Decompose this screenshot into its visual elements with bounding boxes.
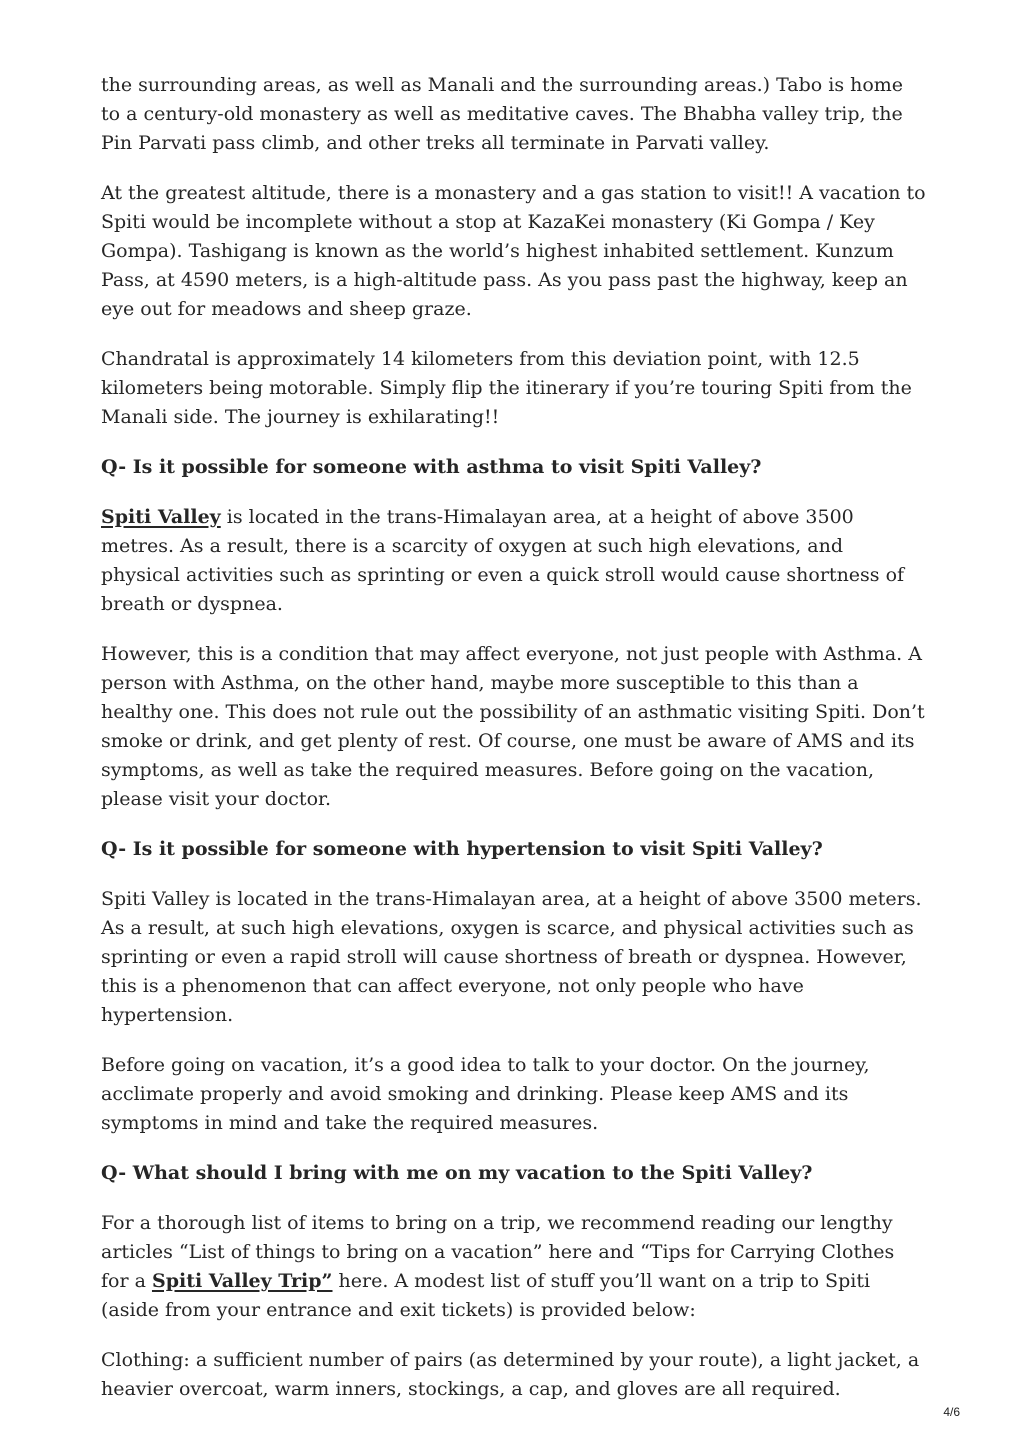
spiti-valley-trip-link[interactable]: Spiti Valley Trip” xyxy=(151,1270,333,1292)
paragraph-asthma-answer xyxy=(101,503,927,619)
article-body xyxy=(101,71,927,1425)
paragraph-altitude: At the greatest altitude, there is a monastery and a gas station to visit!! A vacation to Spiti would be incomplete without a stop at KazaKei monastery (Ki Gompa / Key Gompa). Tashigang is known as the world’s highest inhabited settlement. Kunzum Pass, at 4590 meters, is a high-altitude pass. As you pass past the highway, keep an eye out for meadows and sheep graze. xyxy=(101,182,926,320)
paragraph-packing-text-end: here. A modest list of stuff you’ll want on a trip to Spiti (aside from your entrance and exit tickets) is provided below: xyxy=(101,1270,871,1321)
paragraph-asthma-answer-text: is located in the trans-Himalayan area, at a height of above 3500 metres. As a result, there is a scarcity of oxygen at such high elevations, and physical activities such as sprinting or even a quick stroll would cause shortness of breath or dyspnea. xyxy=(101,506,905,615)
paragraph-packing-articles xyxy=(101,1209,927,1325)
paragraph-hypertension-answer: Spiti Valley is located in the trans-Himalayan area, at a height of above 3500 meters. As a result, at such high elevations, oxygen is scarce, and physical activities such as sprinting or even a rapid stroll will cause shortness of breath or dyspnea. However, this is a phenomenon that can affect everyone, not only people who have hypertension. xyxy=(101,888,922,1026)
paragraph-asthma-condition: However, this is a condition that may affect everyone, not just people with Asthma. A person with Asthma, on the other hand, maybe more susceptible to this than a healthy one. This does not rule out the possibility of an asthmatic visiting Spiti. Don’t smoke or drink, and get plenty of rest. Of course, one must be aware of AMS and its symptoms, as well as take the required measures. Before going on the vacation, please visit your doctor. xyxy=(101,643,925,810)
paragraph-monasteries: the surrounding areas, as well as Manali and the surrounding areas.) Tabo is home to a century-old monastery as well as meditative caves. The Bhabha valley trip, the Pin Parvati pass climb, and other treks all terminate in Parvati valley. xyxy=(101,74,904,154)
question-hypertension: Q- Is it possible for someone with hypertension to visit Spiti Valley? xyxy=(101,838,823,860)
spiti-valley-link[interactable]: Spiti Valley xyxy=(101,506,221,528)
question-packing: Q- What should I bring with me on my vacation to the Spiti Valley? xyxy=(101,1162,813,1184)
paragraph-hypertension-advice: Before going on vacation, it’s a good idea to talk to your doctor. On the journey, acclimate properly and avoid smoking and drinking. Please keep AMS and its symptoms in mind and take the required measures. xyxy=(101,1054,870,1134)
page-number: 4/6 xyxy=(943,1405,960,1419)
question-asthma: Q- Is it possible for someone with asthma to visit Spiti Valley? xyxy=(101,456,762,478)
paragraph-chandratal: Chandratal is approximately 14 kilometers from this deviation point, with 12.5 kilometers being motorable. Simply flip the itinerary if you’re touring Spiti from the Manali side. The journey is exhilarating!! xyxy=(101,348,912,428)
paragraph-packing-text-start: For a thorough list of items to bring on a trip, we recommend reading our lengthy articles “List of things to bring on a vacation” here and “Tips for Carrying Clothes for a xyxy=(101,1212,895,1292)
paragraph-clothing: Clothing: a sufficient number of pairs (as determined by your route), a light jacket, a heavier overcoat, warm inners, stockings, a cap, and gloves are all required. xyxy=(101,1349,920,1400)
